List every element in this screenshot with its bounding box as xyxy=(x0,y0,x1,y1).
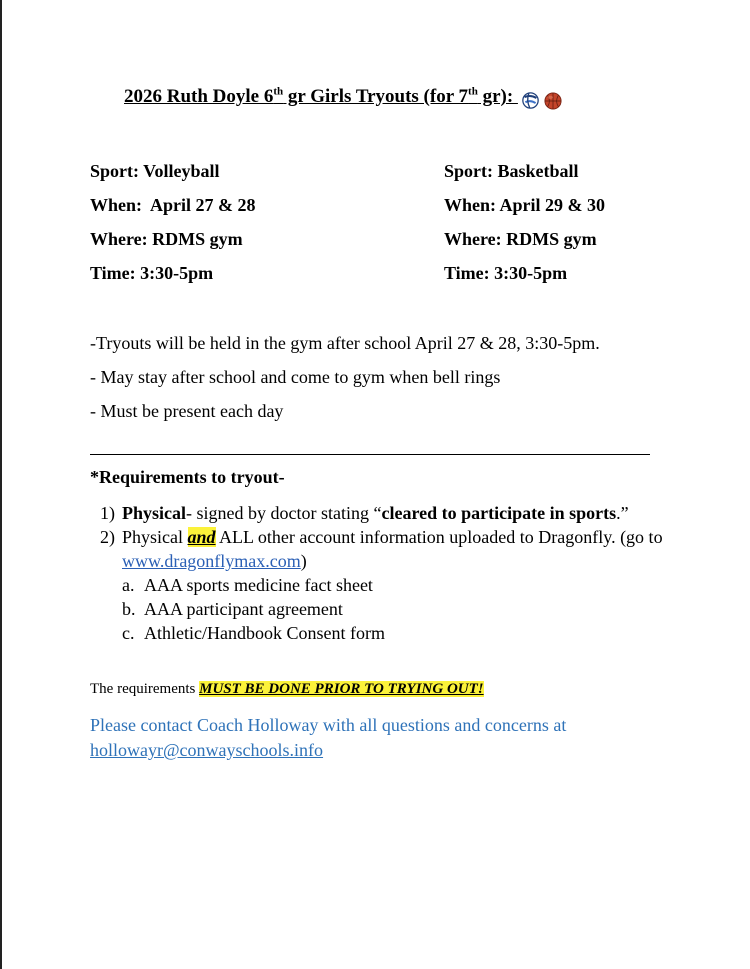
divider xyxy=(90,454,650,455)
volleyball-where: Where: RDMS gym xyxy=(90,229,243,249)
contact-info xyxy=(90,713,650,763)
deadline-note: The requirements MUST BE DONE PRIOR TO TRYING OUT! xyxy=(90,681,484,697)
basketball-when: When: April 29 & 30 xyxy=(444,195,606,215)
volleyball-icon xyxy=(522,92,539,109)
volleyball-info xyxy=(90,158,256,294)
note-item: - Must be present each day xyxy=(90,401,284,421)
sub-requirement: a. AAA sports medicine fact sheet xyxy=(122,575,373,595)
volleyball-when: When: April 27 & 28 xyxy=(90,195,256,215)
dragonfly-link[interactable]: www.dragonflymax.com xyxy=(122,551,301,571)
basketball-icon xyxy=(544,92,562,110)
page-edge xyxy=(0,0,2,969)
page-title: 2026 Ruth Doyle 6th gr Girls Tryouts (for 7th gr): xyxy=(124,86,562,111)
basketball-info xyxy=(444,158,605,294)
deadline-highlight: MUST BE DONE PRIOR TO TRYING OUT! xyxy=(199,681,484,697)
basketball-where: Where: RDMS gym xyxy=(444,229,597,249)
basketball-sport: Sport: Basketball xyxy=(444,161,579,181)
tryout-notes xyxy=(90,330,600,432)
note-item: -Tryouts will be held in the gym after school April 27 & 28, 3:30-5pm. xyxy=(90,333,600,353)
note-item: - May stay after school and come to gym when bell rings xyxy=(90,367,501,387)
requirement-physical: 1) Physical- signed by doctor stating “cleared to participate in sports.” xyxy=(100,503,629,523)
requirements-heading: *Requirements to tryout- xyxy=(90,467,285,487)
basketball-time: Time: 3:30-5pm xyxy=(444,263,568,283)
requirement-dragonfly: 2) Physical and ALL other account information uploaded to Dragonfly. (go to www.dragonflymax.com) xyxy=(100,527,663,571)
sub-requirement: c. Athletic/Handbook Consent form xyxy=(122,623,385,643)
sub-requirement: b. AAA participant agreement xyxy=(122,599,343,619)
contact-email-link[interactable]: hollowayr@conwayschools.info xyxy=(90,740,324,760)
volleyball-time: Time: 3:30-5pm xyxy=(90,263,214,283)
contact-text: Please contact Coach Holloway with all questions and concerns at xyxy=(90,715,567,735)
requirements-list xyxy=(100,501,700,645)
volleyball-sport: Sport: Volleyball xyxy=(90,161,220,181)
